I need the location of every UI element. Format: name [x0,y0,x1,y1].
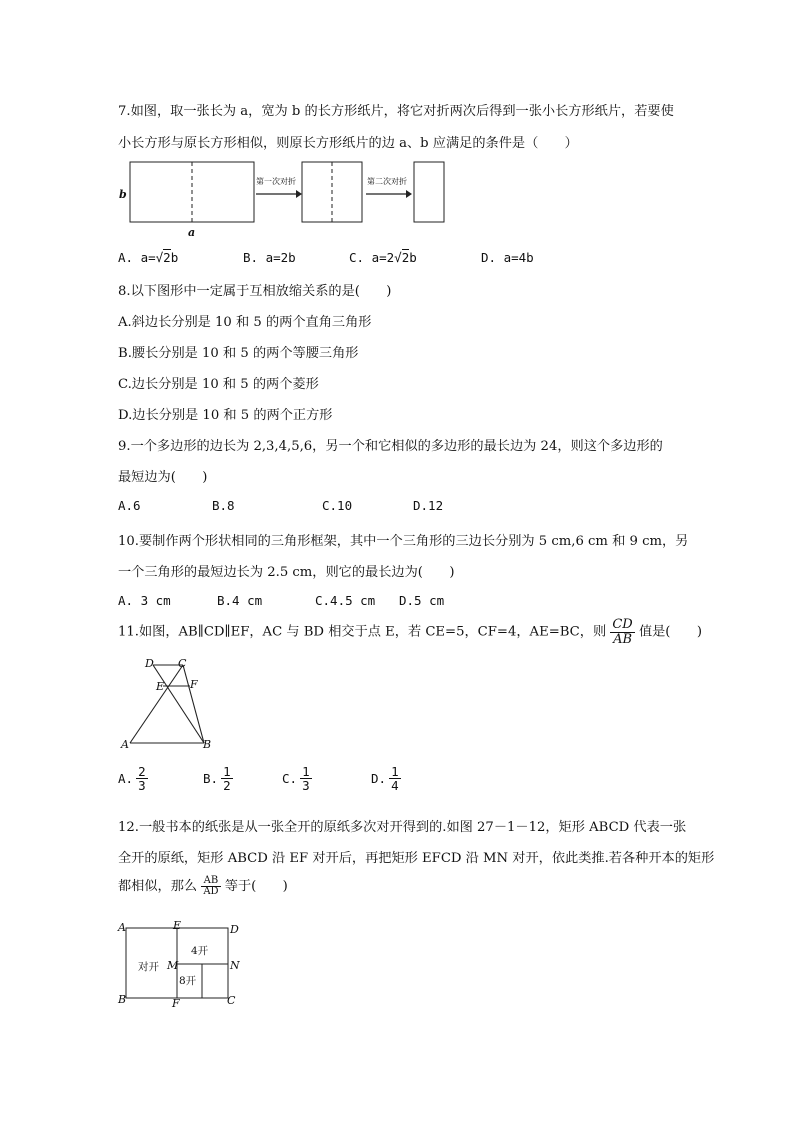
q9-stem-line2: 最短边为( ) [118,470,208,485]
label-N: N [230,959,240,972]
label-b: b [119,188,127,201]
q7-stem-line2: 小长方形与原长方形相似，则原长方形纸片的边 a、b 应满足的条件是（ ） [118,136,578,151]
q8-option-d: D.边长分别是 10 和 5 的两个正方形 [118,408,333,423]
q12-stem-line2: 全开的原纸，矩形 ABCD 沿 EF 对开后，再把矩形 EFCD 沿 MN 对开，依此类推.若各种开本的矩形 [118,851,715,866]
label-B: B [203,738,212,751]
q10-option-d: D.5 cm [399,593,445,608]
label-D: D [145,657,154,670]
label-C: C [227,994,236,1007]
q9-option-b: B.8 [212,498,235,513]
q8-option-c: C.边长分别是 10 和 5 的两个菱形 [118,377,319,392]
q10-stem-line2: 一个三角形的最短边长为 2.5 cm，则它的最长边为( ) [118,565,455,580]
option-prefix: B. [203,771,219,787]
sqrt-icon: √ [155,250,164,265]
q12-stem-line1: 12.一般书本的纸张是从一张全开的原纸多次对开得到的.如图 27－1－12，矩形 ABCD 代表一张 [118,820,687,835]
label-E: E [173,919,182,932]
option-fraction: $\frac{2}{3}$ [138,764,146,794]
label-8kai: 8开 [179,975,197,987]
label-M: M [167,959,179,972]
option-prefix: A. [118,771,134,787]
label-D: D [230,923,239,936]
fraction-cd-ab: $\frac{CD}{AB}$ [612,617,633,647]
arrow2-label: 第二次对折 [367,177,407,186]
q10-option-b: B.4 cm [217,593,263,608]
label-F: F [190,678,198,691]
q10-option-c: C.4.5 cm [315,593,376,608]
q11-option-c [282,765,312,792]
q8-option-b: B.腰长分别是 10 和 5 的两个等腰三角形 [118,346,359,361]
arrow1-label: 第一次对折 [256,177,296,186]
folding-diagram [116,160,456,235]
q11-option-b [203,765,233,792]
q10-stem-line1: 10.要制作两个形状相同的三角形框架，其中一个三角形的三边长分别为 5 cm,6 cm 和 9 cm，另 [118,534,689,549]
label-duikai: 对开 [138,961,159,973]
label-E: E [156,680,165,693]
q12-stem-line3: 都相似，那么 $\frac{AB}{AD}$ 等于( ) [118,874,288,897]
q8-stem: 8.以下图形中一定属于互相放缩关系的是( ) [118,284,392,299]
q7-option-c: C. a=2√2b [349,250,417,265]
q11-stem: 11.如图，AB∥CD∥EF，AC 与 BD 相交于点 E，若 CE=5，CF=4，AE=BC，则 $\frac{CD}{AB}$ 值是( ) [118,617,702,647]
option-fraction: $\frac{1}{2}$ [223,764,231,794]
label-a: a [188,226,196,239]
option-fraction: $\frac{1}{3}$ [302,764,310,794]
q7-option-a: A. a=√2b [118,250,179,265]
q9-stem-line1: 9.一个多边形的边长为 2,3,4,5,6，另一个和它相似的多边形的最长边为 24，则这个多边形的 [118,439,663,454]
option-prefix: D. [371,771,387,787]
option-prefix: C. [282,771,298,787]
q9-option-d: D.12 [413,498,444,513]
label-F: F [172,997,180,1010]
sqrt-icon: √ [394,250,402,265]
label-B: B [118,993,127,1006]
q9-option-a: A.6 [118,498,141,513]
fraction-ab-ad: $\frac{AB}{AD}$ [203,874,219,897]
q7-stem-line1: 7.如图，取一张长为 a，宽为 b 的长方形纸片，将它对折两次后得到一张小长方形纸片，若要使 [118,104,674,119]
q11-option-d [371,765,401,792]
q10-option-a: A. 3 cm [118,593,171,608]
label-A: A [121,738,129,751]
label-A: A [118,921,126,934]
label-C: C [178,657,187,670]
q7-option-d: D. a=4b [481,250,534,265]
q11-option-a [118,765,148,792]
option-fraction: $\frac{1}{4}$ [391,764,399,794]
q8-option-a: A.斜边长分别是 10 和 5 的两个直角三角形 [118,315,372,330]
q9-option-c: C.10 [322,498,353,513]
label-4kai: 4开 [191,945,209,957]
q7-option-b: B. a=2b [243,250,296,265]
